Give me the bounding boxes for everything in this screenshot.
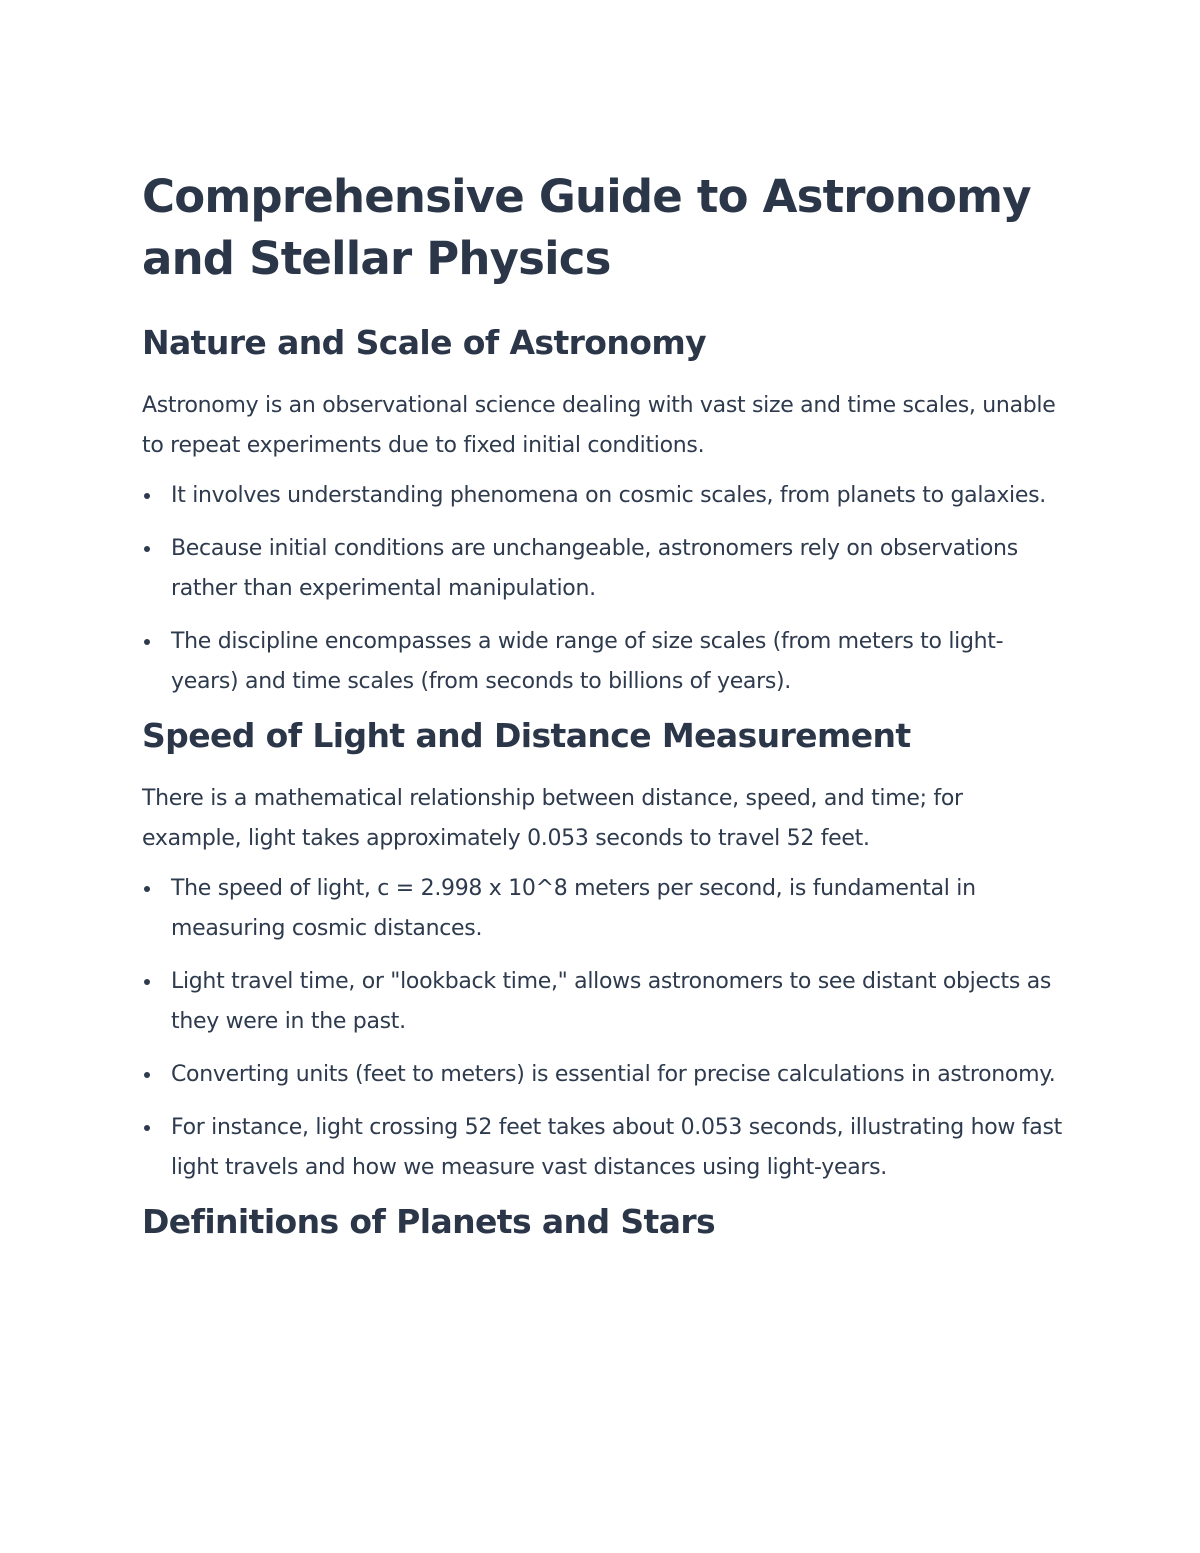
section-heading: Speed of Light and Distance Measurement [142, 716, 911, 755]
bullet-icon [144, 886, 150, 892]
list-item-text: Because initial conditions are unchangeable, astronomers rely on observations rather than experimental manipulation. [171, 536, 1018, 601]
list-item [142, 622, 1062, 702]
section-heading: Nature and Scale of Astronomy [142, 323, 707, 362]
bullet-icon [144, 546, 150, 552]
section-speed-of-light [142, 715, 1062, 1188]
list-item [142, 476, 1062, 516]
bullet-icon [144, 1125, 150, 1131]
bullet-icon [144, 979, 150, 985]
list-item-text: It involves understanding phenomena on cosmic scales, from planets to galaxies. [171, 483, 1046, 508]
section-nature-and-scale [142, 322, 1062, 702]
list-item [142, 962, 1062, 1042]
section-intro: Astronomy is an observational science dealing with vast size and time scales, unable to repeat experiments due to fixed initial conditions. [142, 393, 1056, 458]
bullet-icon [144, 639, 150, 645]
list-item [142, 1055, 1062, 1095]
list-item-text: The discipline encompasses a wide range of size scales (from meters to light-years) and time scales (from seconds to billions of years). [171, 629, 1004, 694]
bullet-list [142, 476, 1062, 702]
bullet-icon [144, 493, 150, 499]
bullet-list [142, 869, 1062, 1188]
list-item-text: For instance, light crossing 52 feet takes about 0.053 seconds, illustrating how fast light travels and how we measure vast distances using light-years. [171, 1115, 1062, 1180]
list-item-text: Converting units (feet to meters) is essential for precise calculations in astronomy. [171, 1062, 1056, 1087]
list-item-text: Light travel time, or "lookback time," allows astronomers to see distant objects as they were in the past. [171, 969, 1052, 1034]
list-item [142, 529, 1062, 609]
list-item-text: The speed of light, c = 2.998 x 10^8 meters per second, is fundamental in measuring cosmic distances. [171, 876, 976, 941]
list-item [142, 869, 1062, 949]
section-definitions [142, 1201, 1062, 1243]
section-heading: Definitions of Planets and Stars [142, 1202, 716, 1241]
document-page [142, 166, 1062, 1265]
section-intro: There is a mathematical relationship between distance, speed, and time; for example, light takes approximately 0.053 seconds to travel 52 feet. [142, 786, 963, 851]
list-item [142, 1108, 1062, 1188]
document-title: Comprehensive Guide to Astronomy and Stellar Physics [142, 170, 1031, 285]
bullet-icon [144, 1072, 150, 1078]
